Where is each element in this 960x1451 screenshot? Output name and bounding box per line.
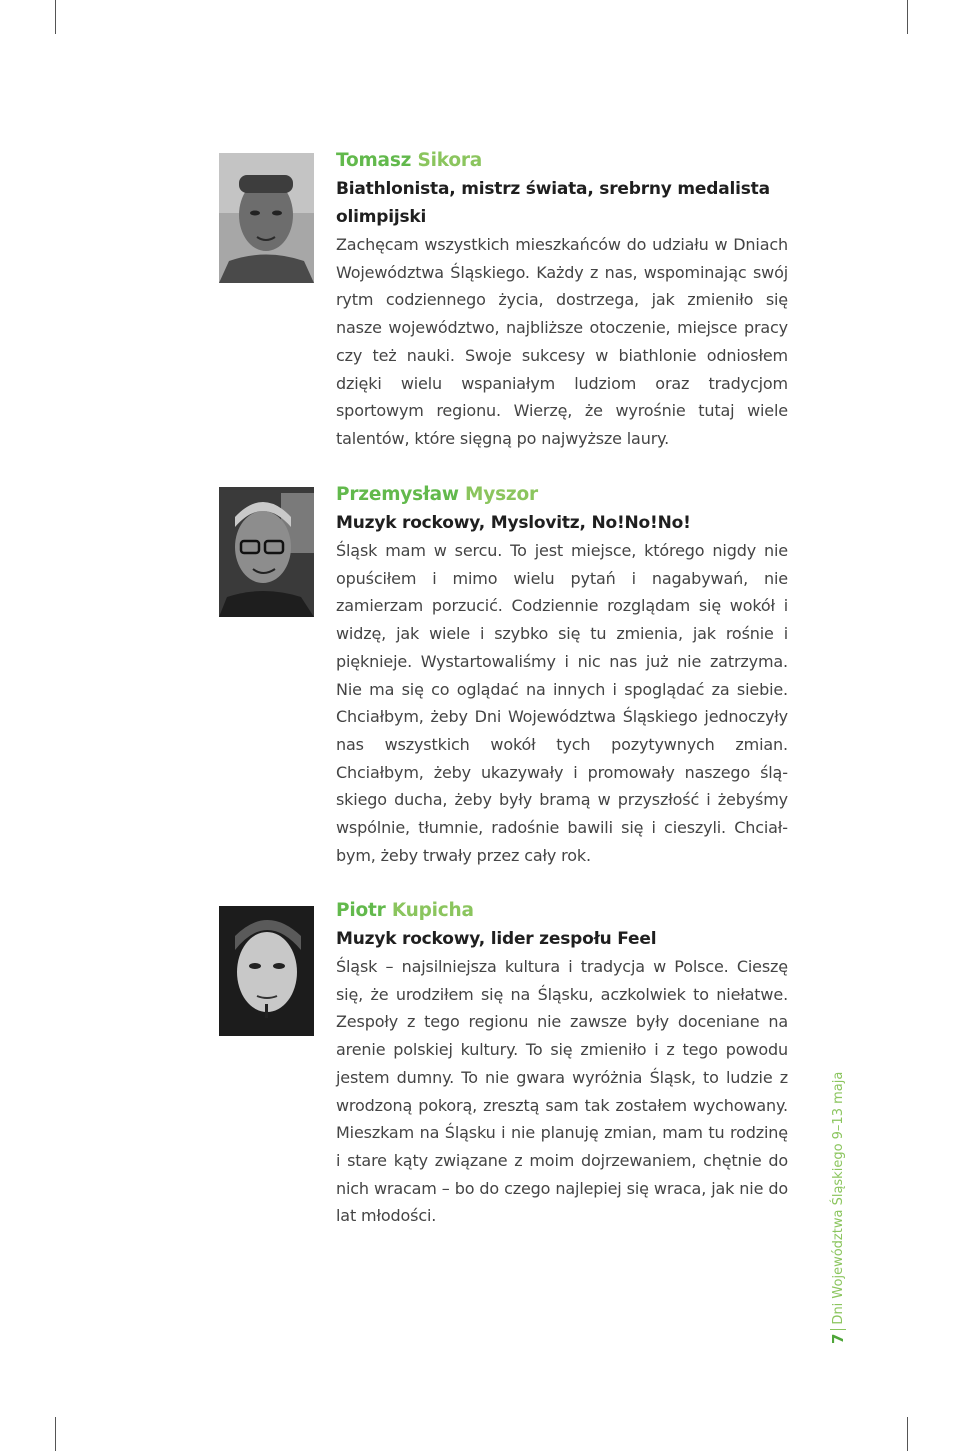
person-role: Muzyk rockowy, lider zespołu Feel <box>336 929 657 949</box>
portrait-photo <box>219 487 314 617</box>
person-name <box>336 483 788 507</box>
entry-tomasz-sikora <box>336 149 788 453</box>
footer-divider <box>830 1329 846 1330</box>
first-name: Piotr <box>336 900 386 921</box>
person-role: Biathlonista, mistrz świata, srebrny medalista olimpijski <box>336 179 770 227</box>
first-name: Tomasz <box>336 150 412 171</box>
last-name: Kupicha <box>391 900 474 921</box>
portrait-photo <box>219 906 314 1036</box>
last-name: Sikora <box>417 150 483 171</box>
person-name <box>336 149 788 173</box>
running-footer <box>818 1064 858 1344</box>
statement-text: Zachęcam wszystkich mieszkańców do udziału w Dniach Województwa Śląskiego. Każdy z nas, wspominając swój rytm codziennego życia, dostrzega, jak zmieniło się nasze województwo, najbliższe otoczenie, miejsce pracy czy też nauki. Swoje sukcesy w biathlonie odniosłem dzięki wielu wspaniałym ludziom oraz tradycjom sportowym regionu. Wierzę, że wyrośnie tutaj wiele talentów, które sięgną po najwyższe laury. <box>336 235 788 448</box>
crop-mark <box>907 1417 908 1451</box>
person-name <box>336 899 788 923</box>
first-name: Przemysław <box>336 484 459 505</box>
statement-text: Śląsk mam w sercu. To jest miejsce, którego nigdy nie opuściłem i mimo wielu pytań i nagabywań, nie zamierzam porzucić. Codziennie rozglądam się wokół i widzę, jak wiele i szybko się tu zmienia, jak rośnie i pięknieje. Wystartowaliśmy i nic nas już nie zatrzyma. Nie ma się co oglądać na innych i spoglądać za siebie. Chciałbym, żeby Dni Województwa Śląskiego jednoczyły nas wszystkich wokół tych pozytywnych zmian. Chciałbym, żeby ukazywały i promowały naszego śląskiego ducha, żeby były bramą w przyszłość i żebyśmy wspólnie, tłumnie, radośnie bawili się i cieszyli. Chciałbym, żeby trwały przez cały rok. <box>336 541 788 865</box>
crop-mark <box>55 1417 56 1451</box>
person-role: Muzyk rockowy, Myslovitz, No!No!No! <box>336 513 691 533</box>
crop-mark <box>55 0 56 34</box>
crop-mark <box>907 0 908 34</box>
portrait-photo <box>219 153 314 283</box>
running-title: Dni Województwa Śląskiego 9–13 maja <box>830 1071 846 1325</box>
entry-piotr-kupicha <box>336 899 788 1230</box>
entry-przemyslaw-myszor <box>336 483 788 869</box>
statement-text: Śląsk – najsilniejsza kultura i tradycja w Polsce. Cieszę się, że urodziłem się na Śląsku, aczkolwiek to niełatwe. Zespoły z tego regionu nie zawsze były doceniane na arenie polskiej kultury. To się zmieniło i z tego powodu jestem dumny. To nie gwara wyróżnia Śląsk, to ludzie z wrodzoną pokorą, zresztą sam tak zostałem wychowany. Mieszkam na Śląsku i nie planuję zmian, mam tu rodzinę i stare kąty związane z moim dojrzewaniem, chętnie do nich wracam – bo do czego najlepiej się wraca, jak nie do lat młodości. <box>336 957 788 1226</box>
page-number: 7 <box>829 1333 847 1344</box>
last-name: Myszor <box>465 484 538 505</box>
